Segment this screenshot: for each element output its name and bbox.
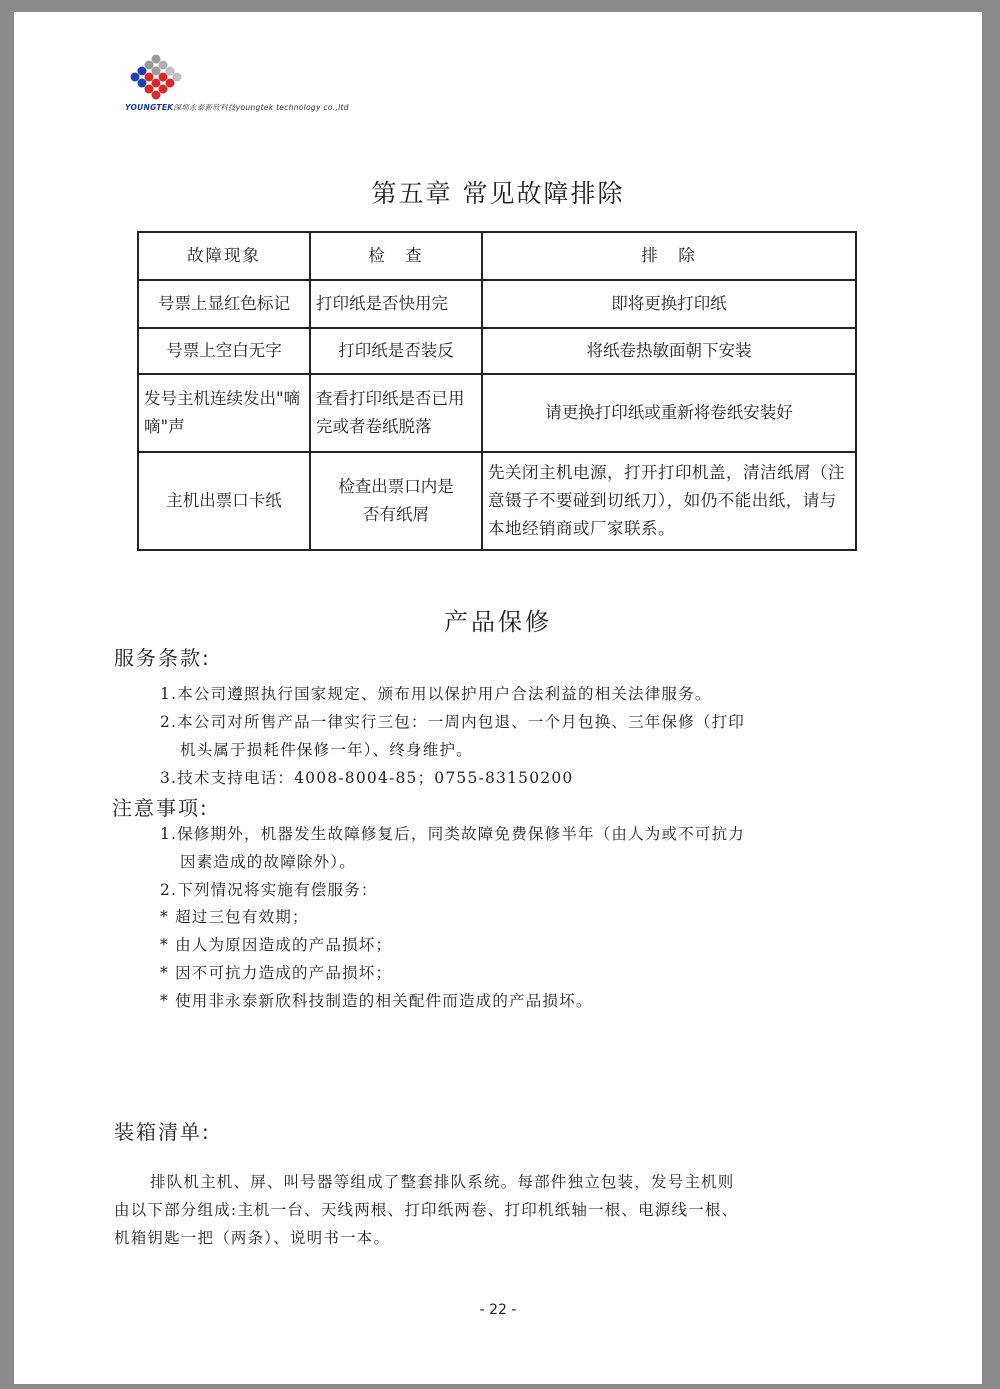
- notice-line: 1.保修期外，机器发生故障修复后，同类故障免费保修半年（由人为或不可抗力: [160, 825, 745, 843]
- table-header-row: [138, 232, 856, 280]
- header-fix: 排 除: [482, 232, 856, 280]
- packing-line: 排队机主机、屏、叫号器等组成了整套排队系统。每部件独立包装，发号主机则: [150, 1173, 735, 1191]
- packing-line: 机箱钥匙一把（两条）、说明书一本。: [114, 1229, 391, 1247]
- service-line: 2.本公司对所售产品一律实行三包：一周内包退、一个月包换、三年保修（打印: [160, 713, 745, 731]
- table-row: [138, 374, 856, 452]
- notice-line: 2.下列情况将实施有偿服务：: [160, 881, 378, 899]
- chapter-title: 第五章 常见故障排除: [371, 179, 625, 208]
- check-cell: 检查出票口内是否有纸屑: [310, 452, 482, 550]
- header-check: 检 查: [310, 232, 482, 280]
- bullet-item: * 使用非永泰新欣科技制造的相关配件而造成的产品损坏。: [160, 992, 593, 1010]
- fix-cell: 将纸卷热敏面朝下安装: [482, 328, 856, 374]
- bullet-item: * 超过三包有效期；: [160, 908, 309, 926]
- symptom-cell: 号票上空白无字: [138, 328, 310, 374]
- fix-cell: 请更换打印纸或重新将卷纸安装好: [482, 374, 856, 452]
- notice-heading: 注意事项:: [112, 796, 209, 820]
- logo-company: 深圳永泰新欣科技youngtek technology co.,ltd: [173, 103, 349, 112]
- notice-line: 因素造成的故障除外）。: [180, 853, 356, 871]
- document-page: [14, 12, 982, 1384]
- page-number: - 22 -: [479, 1302, 517, 1318]
- symptom-cell: 主机出票口卡纸: [138, 452, 310, 550]
- warranty-title: 产品保修: [444, 608, 552, 636]
- company-logo-icon: [114, 50, 194, 106]
- service-line: 1.本公司遵照执行国家规定、颁布用以保护用户合法利益的相关法律服务。: [160, 685, 712, 703]
- check-cell: 打印纸是否装反: [310, 328, 482, 374]
- company-name: [125, 102, 349, 113]
- bullet-item: * 由人为原因造成的产品损坏；: [160, 936, 393, 954]
- symptom-cell: 号票上显红色标记: [138, 280, 310, 328]
- service-line: 机头属于损耗件保修一年）、终身维护。: [180, 741, 473, 759]
- packing-line: 由以下部分组成:主机一台、天线两根、打印纸两卷、打印机纸轴一根、电源线一根、: [114, 1201, 739, 1219]
- header-symptom: 故障现象: [138, 232, 310, 280]
- packing-heading: 装箱清单:: [114, 1120, 211, 1144]
- table-row: [138, 280, 856, 328]
- check-cell: 打印纸是否快用完: [310, 280, 482, 328]
- fix-cell: 即将更换打印纸: [482, 280, 856, 328]
- table-row: [138, 328, 856, 374]
- bullet-item: * 因不可抗力造成的产品损坏；: [160, 964, 393, 982]
- table-row: [138, 452, 856, 550]
- fix-cell: 先关闭主机电源，打开打印机盖，清洁纸屑（注意镊子不要碰到切纸刀），如仍不能出纸，请与本地经销商或厂家联系。: [482, 452, 856, 550]
- troubleshooting-table: [137, 231, 857, 551]
- service-heading: 服务条款:: [114, 646, 211, 670]
- symptom-cell: 发号主机连续发出"嘀嘀"声: [138, 374, 310, 452]
- service-line: 3.技术支持电话：4008-8004-85；0755-83150200: [160, 769, 574, 787]
- check-cell: 查看打印纸是否已用完或者卷纸脱落: [310, 374, 482, 452]
- logo-brand: YOUNGTEK: [125, 103, 174, 112]
